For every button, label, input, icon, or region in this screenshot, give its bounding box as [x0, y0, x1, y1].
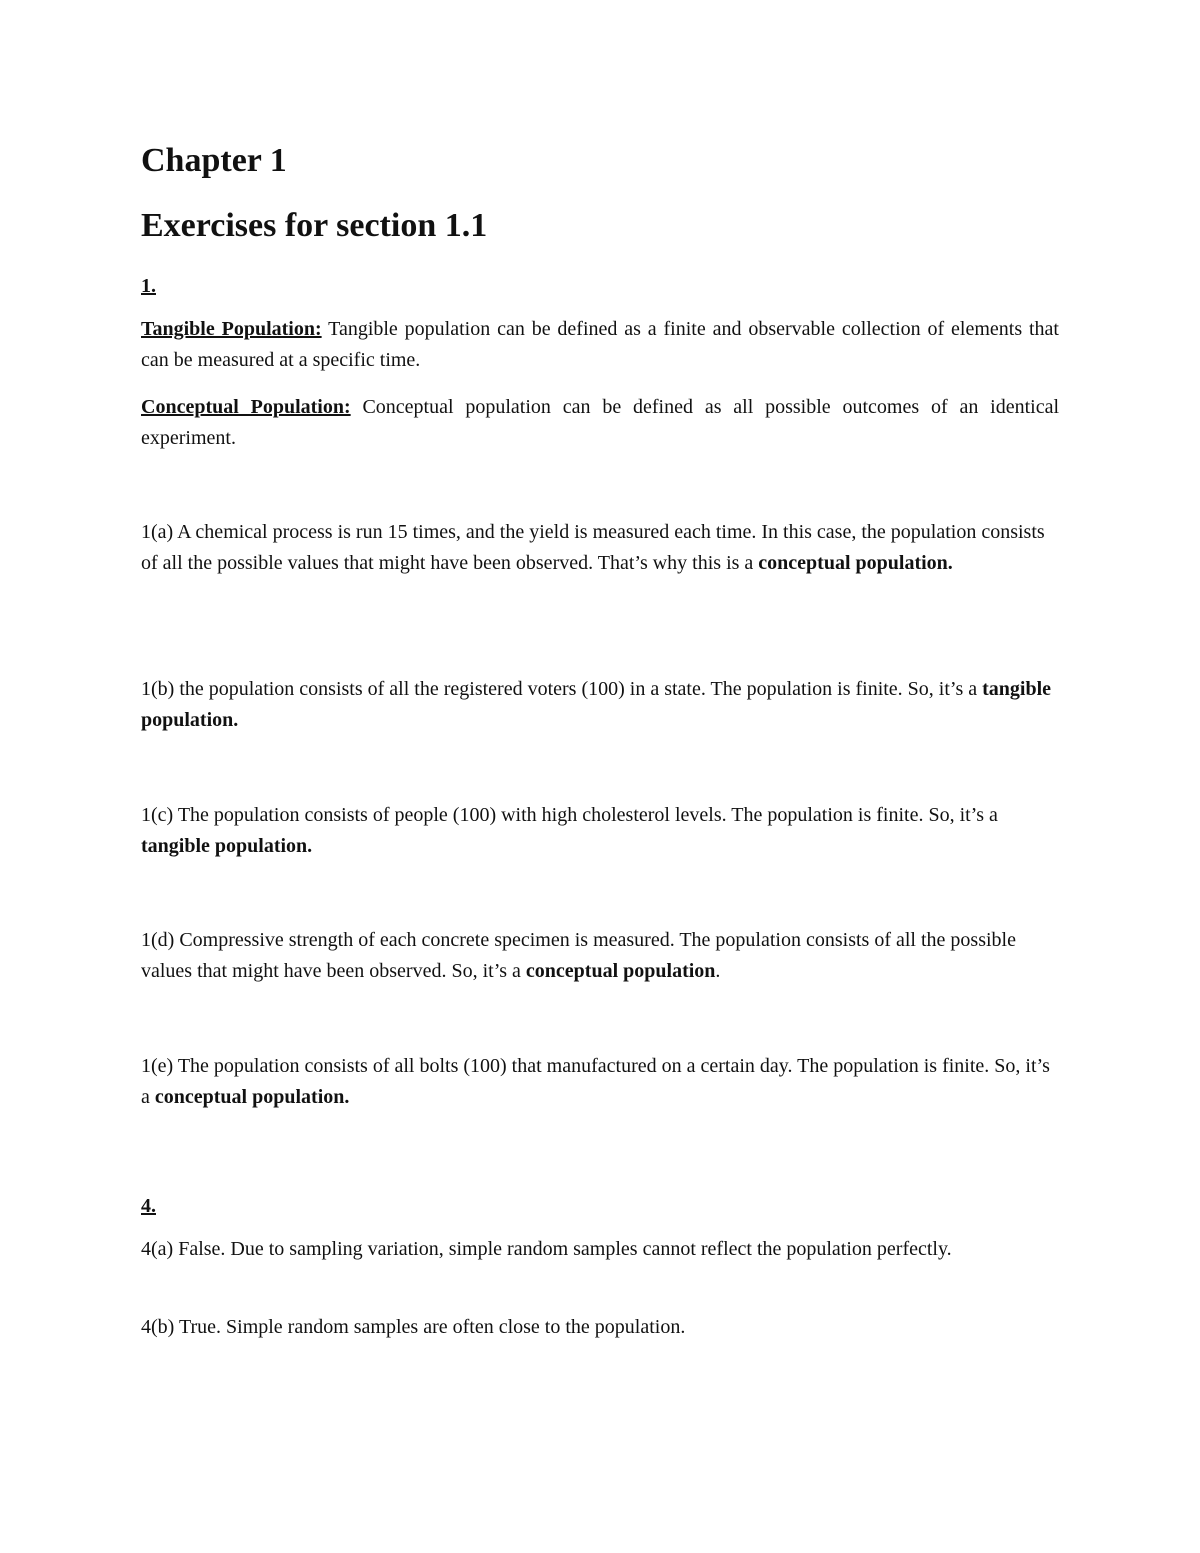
answer-1c-conclusion: tangible population.	[141, 835, 313, 857]
conceptual-population-term: Conceptual Population:	[141, 396, 351, 418]
answer-1b-text: 1(b) the population consists of all the registered voters (100) in a state. The population is finite. So, it’s a	[141, 678, 983, 700]
answer-1a	[141, 517, 1059, 579]
answer-1b-conclusion: tangible population.	[141, 678, 1052, 731]
answer-1e-conclusion: conceptual population.	[154, 1086, 350, 1108]
chapter-title: Chapter 1	[141, 142, 287, 179]
answer-1a-text: 1(a) A chemical process is run 15 times, and the yield is measured each time. In this case, the population consists of all the possible values that might have been observed. That’s why this is a	[141, 521, 1045, 574]
answer-1d	[141, 925, 1059, 987]
conceptual-population-text: Conceptual population can be defined as all possible outcomes of an identical experiment.	[141, 396, 1060, 449]
answer-1c-text: 1(c) The population consists of people (100) with high cholesterol levels. The population is finite. So, it’s a	[141, 804, 998, 826]
answer-1d-tail: .	[715, 960, 721, 982]
answer-4b: 4(b) True. Simple random samples are often close to the population.	[141, 1316, 686, 1338]
tangible-population-text: Tangible population can be defined as a finite and observable collection of elements that can be measured at a specific time.	[141, 318, 1059, 371]
answer-1e-text: 1(e) The population consists of all bolts (100) that manufactured on a certain day. The population is finite. So, it’s a	[141, 1055, 1050, 1108]
answer-1d-conclusion: conceptual population	[525, 960, 716, 982]
answer-1d-text: 1(d) Compressive strength of each concrete specimen is measured. The population consists of all the possible values that might have been observed. So, it’s a	[141, 929, 1016, 982]
answer-1b	[141, 674, 1059, 736]
tangible-population-definition	[141, 314, 1059, 376]
answer-1a-conclusion: conceptual population.	[758, 552, 953, 574]
question-1-number: 1.	[141, 275, 156, 297]
tangible-population-term: Tangible Population:	[141, 318, 322, 340]
answer-4a: 4(a) False. Due to sampling variation, simple random samples cannot reflect the population perfectly.	[141, 1238, 952, 1260]
question-4-number: 4.	[141, 1195, 156, 1217]
answer-1c	[141, 800, 1059, 862]
conceptual-population-definition	[141, 392, 1059, 454]
section-title: Exercises for section 1.1	[141, 207, 488, 244]
answer-1e	[141, 1051, 1059, 1113]
